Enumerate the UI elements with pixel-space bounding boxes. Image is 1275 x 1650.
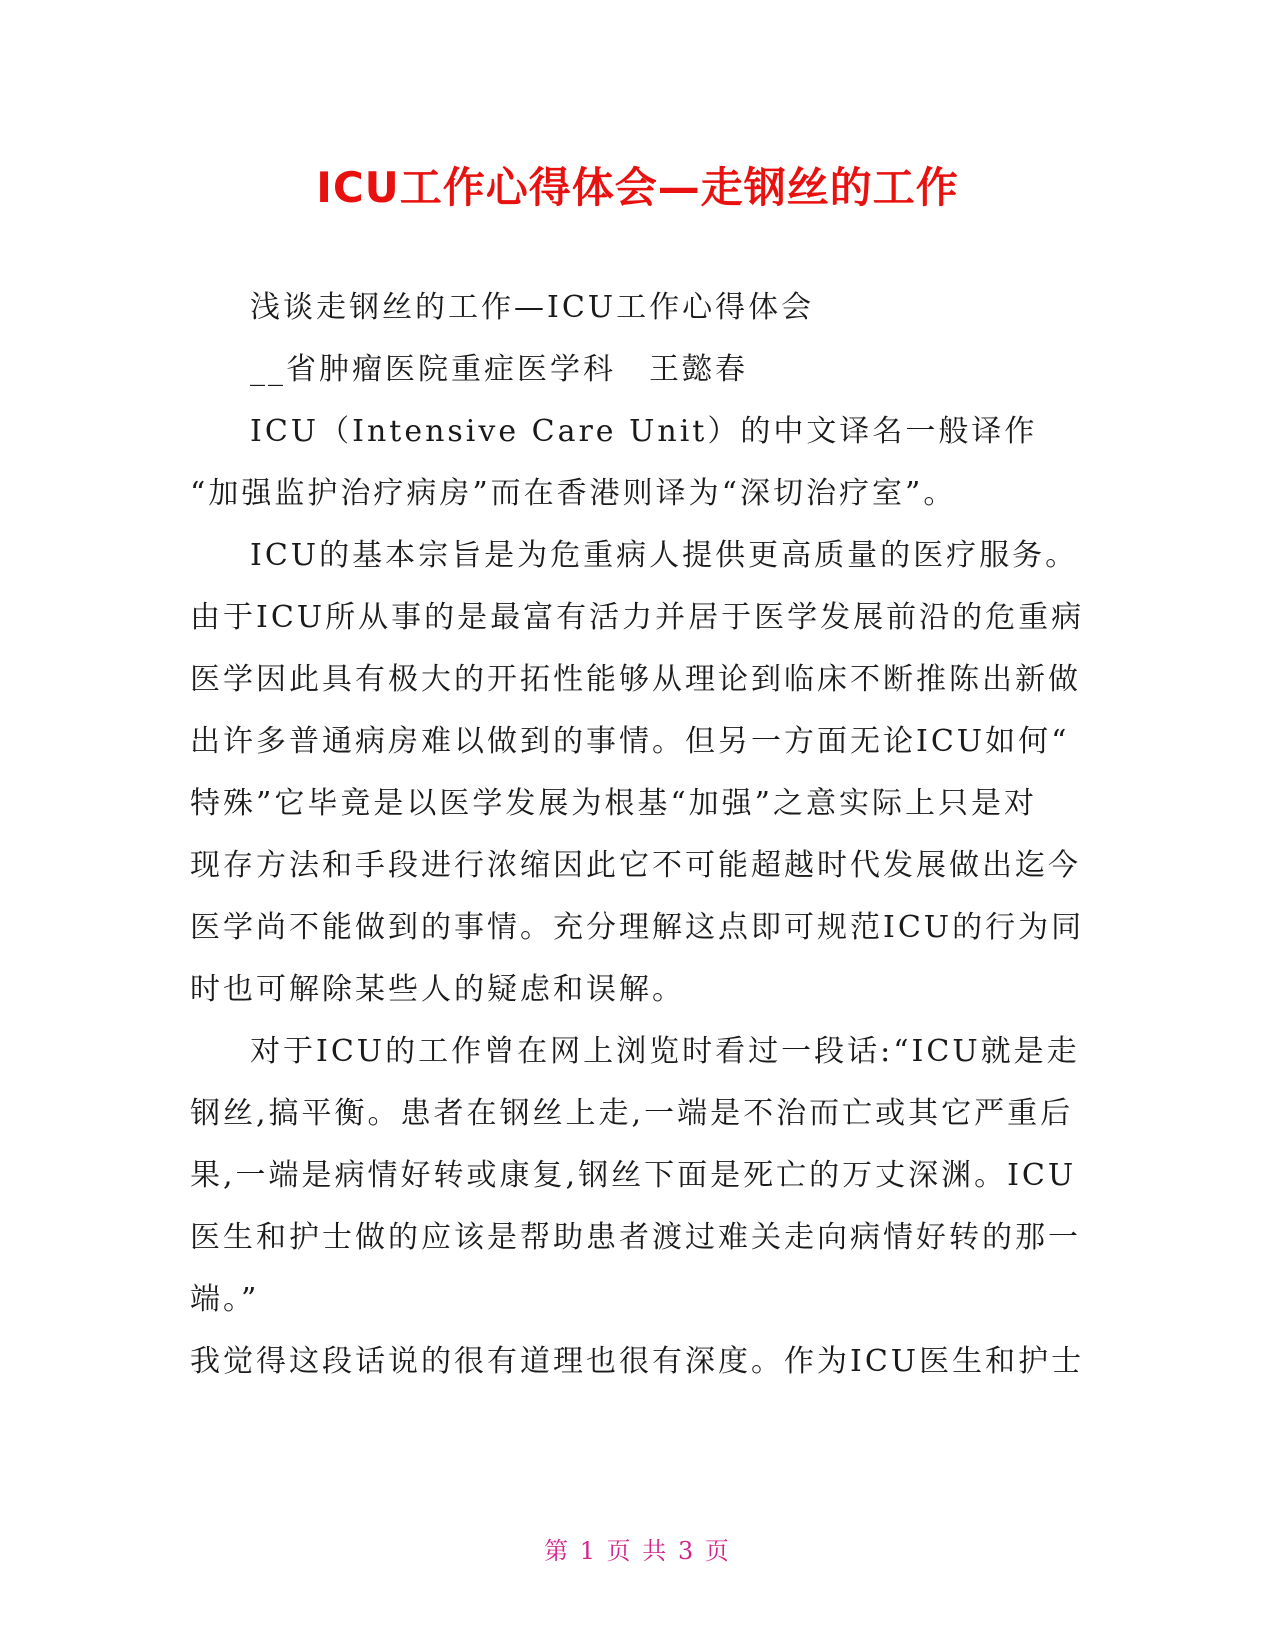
paragraph-line: 钢丝,搞平衡。患者在钢丝上走,一端是不治而亡或其它严重后: [190, 1096, 1074, 1131]
author-line: __省肿瘤医院重症医学科 王懿春: [250, 352, 748, 387]
paragraph-line: ICU（Intensive Care Unit）的中文译名一般译作: [250, 414, 1038, 449]
paragraph-line: 我觉得这段话说的很有道理也很有深度。作为ICU医生和护士: [190, 1344, 1085, 1379]
paragraph-line: 对于ICU的工作曾在网上浏览时看过一段话:“ICU就是走: [250, 1034, 1080, 1069]
paragraph-line: 医生和护士做的应该是帮助患者渡过难关走向病情好转的那一: [190, 1220, 1081, 1255]
paragraph-line: 端。”: [190, 1282, 260, 1317]
paragraph-line: 由于ICU所从事的是最富有活力并居于医学发展前沿的危重病: [190, 600, 1085, 635]
paragraph-line: 出许多普通病房难以做到的事情。但另一方面无论ICU如何“: [190, 724, 1070, 759]
document-title: ICU工作心得体会—走钢丝的工作: [316, 163, 959, 212]
page-footer: 第 1 页 共 3 页: [544, 1537, 731, 1565]
paragraph-line: 现存方法和手段进行浓缩因此它不可能超越时代发展做出迄今: [190, 848, 1081, 883]
subtitle-line: 浅谈走钢丝的工作—ICU工作心得体会: [250, 290, 815, 325]
paragraph-line: 果,一端是病情好转或康复,钢丝下面是死亡的万丈深渊。ICU: [190, 1158, 1077, 1193]
paragraph-line: 特殊”它毕竟是以医学发展为根基“加强”之意实际上只是对: [190, 786, 1038, 821]
paragraph-line: 时也可解除某些人的疑虑和误解。: [190, 972, 685, 1007]
paragraph-line: “加强监护治疗病房”而在香港则译为“深切治疗室”。: [190, 476, 957, 511]
paragraph-line: 医学因此具有极大的开拓性能够从理论到临床不断推陈出新做: [190, 662, 1081, 697]
paragraph-line: ICU的基本宗旨是为危重病人提供更高质量的医疗服务。: [250, 538, 1079, 573]
paragraph-line: 医学尚不能做到的事情。充分理解这点即可规范ICU的行为同: [190, 910, 1085, 945]
